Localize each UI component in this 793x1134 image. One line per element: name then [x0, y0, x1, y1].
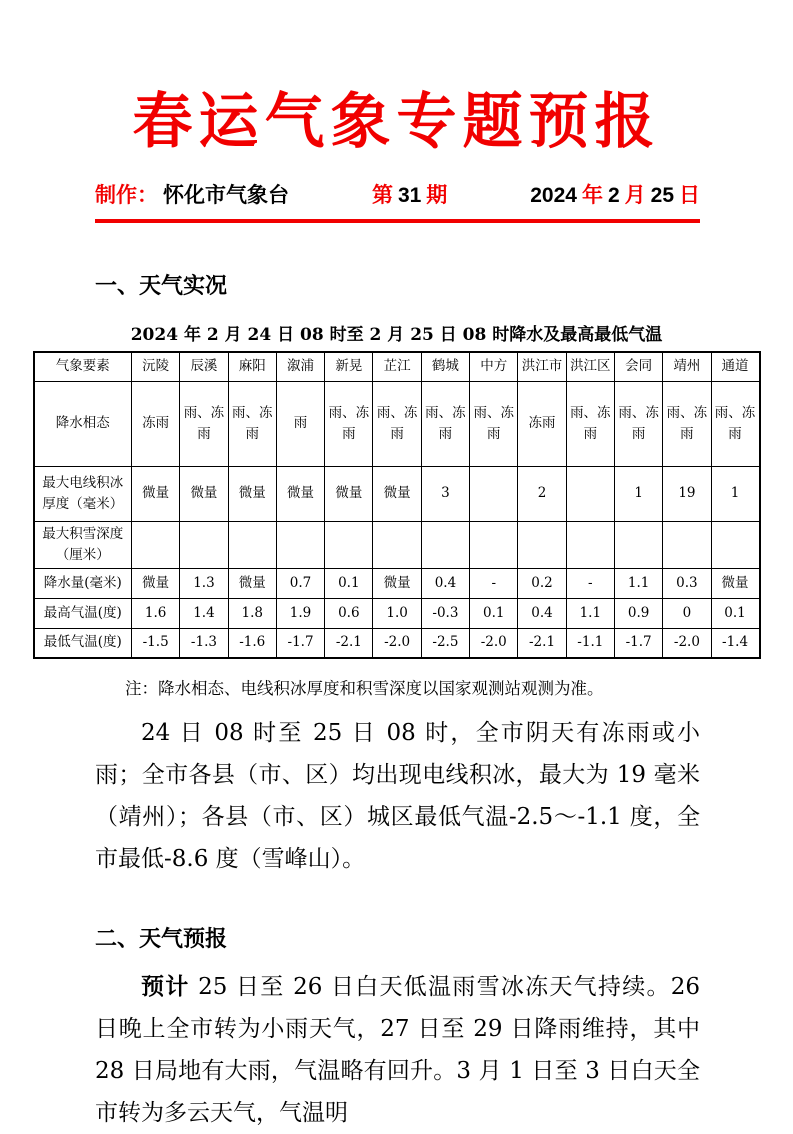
table-row-label: 最大电线积冰厚度（毫米） — [34, 466, 132, 521]
table-footnote: 注：降水相态、电线积冰厚度和积雪深度以国家观测站观测为准。 — [125, 679, 604, 698]
table-cell — [470, 466, 518, 521]
table-cell: 1 — [614, 466, 662, 521]
table-cell: 1.3 — [180, 568, 228, 598]
table-cell: 0 — [663, 598, 711, 628]
date-year-unit: 年 — [581, 184, 603, 207]
producer-group — [95, 179, 289, 209]
table-row — [34, 628, 760, 658]
issue-date-group — [530, 179, 700, 209]
table-cell: 雨、冻雨 — [614, 381, 662, 466]
table-cell — [325, 521, 373, 568]
table-cell — [566, 521, 614, 568]
table-cell: 微量 — [228, 568, 276, 598]
table-cell: 雨 — [276, 381, 324, 466]
masthead — [95, 179, 700, 223]
table-cell: 微量 — [132, 466, 180, 521]
table-cell: -1.1 — [566, 628, 614, 658]
table-cell: 0.2 — [518, 568, 566, 598]
table-cell: 3 — [421, 466, 469, 521]
table-cell: -2.5 — [421, 628, 469, 658]
table-row-label: 最高气温(度) — [34, 598, 132, 628]
table-cell: 雨、冻雨 — [566, 381, 614, 466]
table-row — [34, 568, 760, 598]
table-header-row — [34, 352, 760, 381]
table-cell: 0.1 — [325, 568, 373, 598]
table-row — [34, 521, 760, 568]
producer-name: 怀化市气象台 — [163, 184, 289, 207]
table-cell: 微量 — [325, 466, 373, 521]
table-cell: 0.9 — [614, 598, 662, 628]
forecast-text: 25 日至 26 日白天低温雨雪冰冻天气持续。26 日晚上全市转为小雨天气，27 日至 29 日降雨维持，其中 28 日局地有大雨，气温略有回升。3 月 1 日至 3 日白天全市转为多云天气，气温明 — [95, 974, 701, 1126]
table-cell: 微量 — [132, 568, 180, 598]
table-cell — [276, 521, 324, 568]
table-cell: -1.4 — [711, 628, 759, 658]
table-row-label: 降水量(毫米) — [34, 568, 132, 598]
weather-observation-table — [33, 351, 761, 659]
table-cell — [566, 466, 614, 521]
table-header-station: 洪江区 — [566, 352, 614, 381]
table-cell: -1.7 — [276, 628, 324, 658]
table-cell: 雨、冻雨 — [180, 381, 228, 466]
table-row — [34, 598, 760, 628]
table-cell: 0.4 — [518, 598, 566, 628]
table-cell: 冻雨 — [518, 381, 566, 466]
table-cell: 雨、冻雨 — [470, 381, 518, 466]
table-cell: 雨、冻雨 — [663, 381, 711, 466]
date-day: 25 — [650, 184, 674, 207]
table-cell: 微量 — [276, 466, 324, 521]
table-cell: - — [470, 568, 518, 598]
table-cell: 0.1 — [470, 598, 518, 628]
table-cell: 0.1 — [711, 598, 759, 628]
table-cell: 雨、冻雨 — [228, 381, 276, 466]
table-cell: 1.8 — [228, 598, 276, 628]
table-cell: 雨、冻雨 — [325, 381, 373, 466]
weather-table-head — [34, 352, 760, 381]
table-cell: 雨、冻雨 — [711, 381, 759, 466]
table-cell: 19 — [663, 466, 711, 521]
table-cell: 0.7 — [276, 568, 324, 598]
table-cell: 微量 — [228, 466, 276, 521]
forecast-lead: 预计 — [141, 973, 190, 1000]
table-cell — [470, 521, 518, 568]
table-cell: 1.6 — [132, 598, 180, 628]
document-title: 春运气象专题预报 — [132, 87, 661, 157]
table-cell: 0.6 — [325, 598, 373, 628]
table-row-label: 最大积雪深度（厘米） — [34, 521, 132, 568]
date-month: 2 — [607, 184, 620, 207]
section-forecast-heading: 二、天气预报 — [95, 926, 228, 951]
table-cell: -1.6 — [228, 628, 276, 658]
table-cell: - — [566, 568, 614, 598]
table-cell: 雨、冻雨 — [421, 381, 469, 466]
table-cell: -1.3 — [180, 628, 228, 658]
table-row — [34, 381, 760, 466]
date-day-unit: 日 — [679, 184, 700, 207]
table-cell: 1 — [711, 466, 759, 521]
table-header-station: 麻阳 — [228, 352, 276, 381]
table-cell: -2.0 — [663, 628, 711, 658]
table-cell — [614, 521, 662, 568]
table-row — [34, 466, 760, 521]
table-cell: -1.7 — [614, 628, 662, 658]
table-cell: 1.1 — [566, 598, 614, 628]
table-cell: -2.0 — [373, 628, 421, 658]
table-cell: 1.4 — [180, 598, 228, 628]
table-row-label: 最低气温(度) — [34, 628, 132, 658]
table-cell: 雨、冻雨 — [373, 381, 421, 466]
table-cell — [180, 521, 228, 568]
table-header-station: 中方 — [470, 352, 518, 381]
table-header-station: 芷江 — [373, 352, 421, 381]
table-header-station: 新晃 — [325, 352, 373, 381]
date-month-unit: 月 — [624, 184, 646, 207]
table-cell: -1.5 — [132, 628, 180, 658]
issue-suffix: 期 — [426, 184, 448, 207]
table-header-station: 沅陵 — [132, 352, 180, 381]
table-cell — [518, 521, 566, 568]
table-cell: 0.3 — [663, 568, 711, 598]
weather-table-body — [34, 381, 760, 658]
table-cell — [373, 521, 421, 568]
table-header-station: 会同 — [614, 352, 662, 381]
table-cell: 0.4 — [421, 568, 469, 598]
table-cell — [421, 521, 469, 568]
table-cell: 微量 — [711, 568, 759, 598]
table-cell: -2.1 — [518, 628, 566, 658]
weather-table-title: 2024 年 2 月 24 日 08 时至 2 月 25 日 08 时降水及最高最低气温 — [130, 325, 663, 345]
table-cell: 微量 — [373, 568, 421, 598]
table-cell: 2 — [518, 466, 566, 521]
table-header-station: 洪江市 — [518, 352, 566, 381]
table-header-station: 通道 — [711, 352, 759, 381]
table-cell: 1.9 — [276, 598, 324, 628]
table-header-station: 溆浦 — [276, 352, 324, 381]
table-cell: 1.1 — [614, 568, 662, 598]
forecast-paragraph — [95, 966, 700, 1134]
table-header-station: 靖州 — [663, 352, 711, 381]
issue-prefix: 第 — [371, 184, 393, 207]
table-row-label: 降水相态 — [34, 381, 132, 466]
table-cell: -2.0 — [470, 628, 518, 658]
table-cell: -2.1 — [325, 628, 373, 658]
table-cell: 微量 — [373, 466, 421, 521]
table-cell — [132, 521, 180, 568]
table-cell — [228, 521, 276, 568]
table-cell: 冻雨 — [132, 381, 180, 466]
producer-label: 制作： — [95, 184, 158, 207]
table-cell — [663, 521, 711, 568]
weather-actual-paragraph: 24 日 08 时至 25 日 08 时，全市阴天有冻雨或小雨；全市各县（市、区）均出现电线积冰，最大为 19 毫米（靖州）；各县（市、区）城区最低气温-2.5～-1.1 度，全市最低-8.6 度（雪峰山）。 — [95, 720, 700, 872]
table-header-station: 鹤城 — [421, 352, 469, 381]
issue-number: 31 — [397, 184, 422, 207]
table-cell: 微量 — [180, 466, 228, 521]
date-year: 2024 — [530, 184, 577, 207]
table-cell: -0.3 — [421, 598, 469, 628]
table-header-station: 辰溪 — [180, 352, 228, 381]
table-cell — [711, 521, 759, 568]
section-weather-actual-heading: 一、天气实况 — [95, 273, 228, 298]
table-header-factor: 气象要素 — [34, 352, 132, 381]
table-cell: 1.0 — [373, 598, 421, 628]
issue-number-group — [372, 179, 447, 209]
